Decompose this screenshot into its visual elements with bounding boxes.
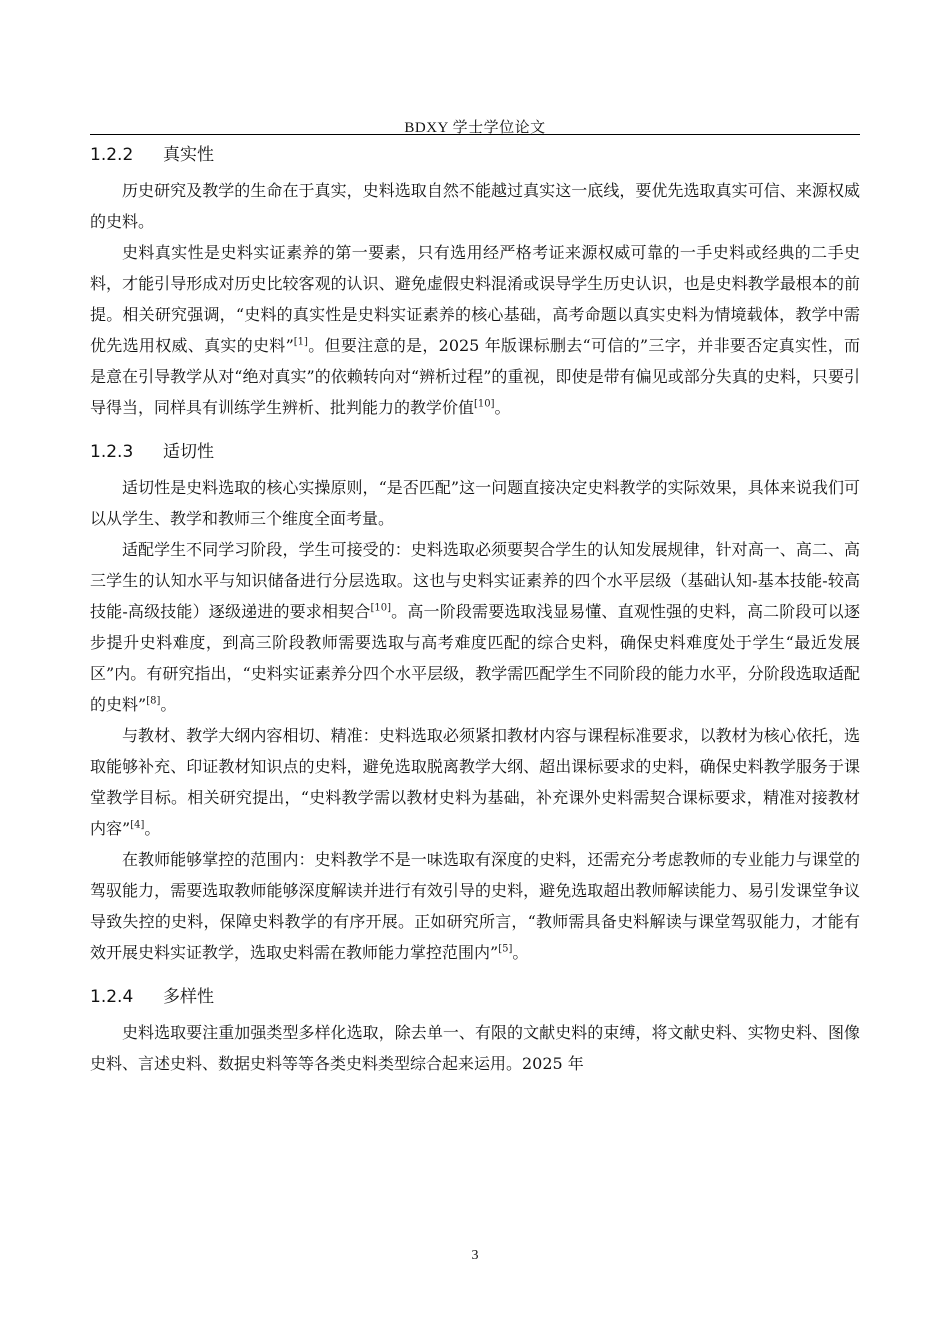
body-paragraph — [90, 1017, 860, 1079]
citation-ref: [1] — [293, 336, 308, 348]
header-rule — [90, 134, 860, 135]
text-run: 史料真实性是史料实证素养的第一要素，只有选用经严格考证来源权威可靠的一手史料或经典的二手史料，才能引导形成对历史比较客观的认识、避免虚假史料混淆或误导学生历史认识，也是史料教学最根本的前提。相关研究强调，“史料的真实性是史料实证素养的核心基础，高考命题以真实史料为情境载体，教学中需优先选用权威、真实的史料” — [90, 243, 860, 355]
text-run: 史料选取要注重加强类型多样化选取，除去单一、有限的文献史料的束缚，将文献史料、实物史料、图像史料、言述史料、数据史料等等各类史料类型综合起来运用。2025 年 — [90, 1023, 860, 1073]
text-run: 适切性是史料选取的核心实操原则，“是否匹配”这一问题直接决定史料教学的实际效果，具体来说我们可以从学生、教学和教师三个维度全面考量。 — [90, 478, 860, 528]
text-run: 。 — [494, 398, 511, 417]
body-paragraph — [90, 844, 860, 968]
page-number: 3 — [471, 1248, 479, 1263]
citation-ref: [5] — [498, 943, 513, 955]
text-run: 适配学生不同学习阶段，学生可接受的：史料选取必须要契合学生的认知发展规律，针对高一、高二、高三学生的认知水平与知识储备进行分层选取。这也与史料实证素养的四个水平层级（基础认知-基本技能-较高技能-高级技能）逐级递进的要求相契合 — [90, 540, 860, 621]
section-title: 适切性 — [163, 442, 214, 462]
text-run: 与教材、教学大纲内容相切、精准：史料选取必须紧扣教材内容与课程标准要求，以教材为核心依托，选取能够补充、印证教材知识点的史料，避免选取脱离教学大纲、超出课标要求的史料，确保史料教学服务于课堂教学目标。相关研究提出，“史料教学需以教材史料为基础，补充课外史料需契合课标要求，精准对接教材内容” — [90, 726, 860, 838]
section-number: 1.2.3 — [90, 442, 134, 462]
section-title: 真实性 — [163, 145, 214, 165]
citation-ref: [10] — [370, 602, 392, 614]
text-run: 。高一阶段需要选取浅显易懂、直观性强的史料，高二阶段可以逐步提升史料难度，到高三阶段教师需要选取与高考难度匹配的综合史料，确保史料难度处于学生“最近发展区”内。有研究指出，“史料实证素养分四个水平层级，教学需匹配学生不同阶段的能力水平，分阶段选取适配的史料” — [90, 602, 860, 714]
section-number: 1.2.2 — [90, 145, 134, 165]
body-content — [90, 138, 860, 1079]
body-paragraph — [90, 175, 860, 237]
section-heading — [90, 435, 860, 469]
section-heading — [90, 980, 860, 1014]
citation-ref: [10] — [474, 398, 495, 410]
text-run: 在教师能够掌控的范围内：史料教学不是一味选取有深度的史料，还需充分考虑教师的专业能力与课堂的驾驭能力，需要选取教师能够深度解读并进行有效引导的史料，避免选取超出教师解读能力、易引发课堂争议导致失控的史料，保障史料教学的有序开展。正如研究所言，“教师需具备史料解读与课堂驾驭能力，才能有效开展史料实证教学，选取史料需在教师能力掌控范围内” — [90, 850, 860, 962]
body-paragraph — [90, 720, 860, 844]
text-run: 历史研究及教学的生命在于真实，史料选取自然不能越过真实这一底线，要优先选取真实可信、来源权威的史料。 — [90, 181, 860, 231]
section-number: 1.2.4 — [90, 987, 134, 1007]
body-paragraph — [90, 534, 860, 720]
text-run: 。 — [160, 695, 177, 714]
text-run: 。 — [144, 819, 161, 838]
text-run: 。 — [512, 943, 529, 962]
citation-ref: [8] — [146, 695, 161, 707]
section-heading — [90, 138, 860, 172]
text-run: 。但要注意的是，2025 年版课标删去“可信的”三字，并非要否定真实性，而是意在引导教学从对“绝对真实”的依赖转向对“辨析过程”的重视，即使是带有偏见或部分失真的史料，只要引导得当，同样具有训练学生辨析、批判能力的教学价值 — [90, 336, 860, 417]
body-paragraph — [90, 472, 860, 534]
section-title: 多样性 — [163, 987, 214, 1007]
body-paragraph — [90, 237, 860, 423]
citation-ref: [4] — [130, 819, 145, 831]
running-header: BDXY 学士学位论文 — [404, 120, 546, 136]
